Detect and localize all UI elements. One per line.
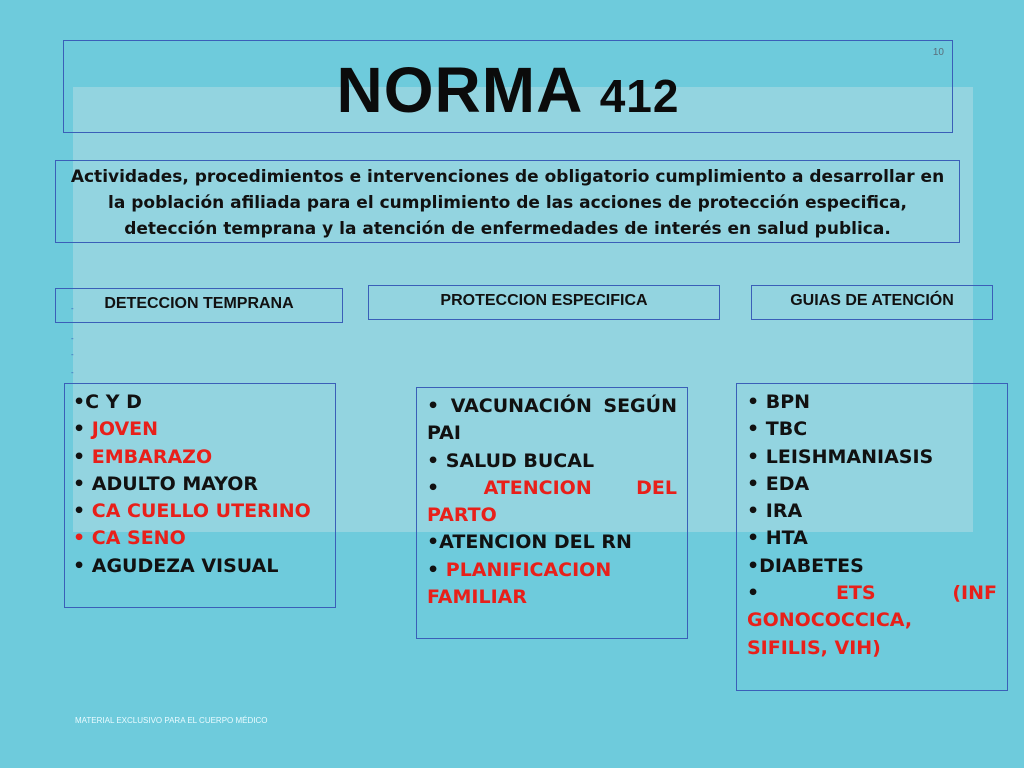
list-item: •ATENCION DEL RN xyxy=(427,531,632,554)
list-item: • EMBARAZO xyxy=(73,445,213,468)
decorative-tick: - xyxy=(71,334,74,343)
list-item: • JOVEN xyxy=(73,418,159,441)
footer-text: MATERIAL EXCLUSIVO PARA EL CUERPO MÉDICO xyxy=(75,716,268,725)
decorative-tick: - xyxy=(71,304,74,313)
title-number: 412 xyxy=(599,70,680,122)
list-item: •C Y D xyxy=(73,391,142,413)
list-item: • HTA xyxy=(747,527,808,550)
list-item: • CA CUELLO UTERINO xyxy=(73,500,311,523)
protection-list xyxy=(427,393,677,611)
header-deteccion-temprana: DETECCION TEMPRANA xyxy=(55,288,343,323)
list-item: • SALUD BUCAL xyxy=(427,449,595,472)
protection-list-box xyxy=(416,387,688,639)
header-proteccion-especifica: PROTECCION ESPECIFICA xyxy=(368,285,720,320)
list-item: • ADULTO MAYOR xyxy=(73,472,259,495)
list-item: • CA SENO xyxy=(73,527,186,550)
list-item: • TBC xyxy=(747,418,808,441)
decorative-tick: - xyxy=(71,350,74,359)
list-item: • AGUDEZA VISUAL xyxy=(73,554,279,577)
list-item: • IRA xyxy=(747,500,803,523)
list-item: •DIABETES xyxy=(747,554,864,577)
guides-list xyxy=(747,389,997,662)
list-item: • VACUNACIÓN SEGÚN PAI xyxy=(427,395,677,445)
detection-list xyxy=(73,389,335,580)
decorative-tick: - xyxy=(71,368,74,377)
description-text: Actividades, procedimientos e intervenciones de obligatorio cumplimiento a desarrollar en la población afiliada para el cumplimiento de las acciones de protección especifica, detección temprana y la atención de enfermedades de interés en salud publica. xyxy=(70,167,945,239)
title-box xyxy=(63,40,953,133)
slide-number: 10 xyxy=(932,47,944,58)
page-title: NORMA 412 xyxy=(336,54,680,126)
list-item: • EDA xyxy=(747,472,810,495)
detection-list-box xyxy=(64,383,336,608)
description-box xyxy=(55,160,960,243)
list-item: • PLANIFICACION FAMILIAR xyxy=(427,558,612,609)
list-item: • ATENCION DEL PARTO xyxy=(427,476,677,527)
list-item: • BPN xyxy=(747,391,811,413)
list-item: • LEISHMANIASIS xyxy=(747,445,934,468)
guides-list-box xyxy=(736,383,1008,691)
list-item: • ETS (INF GONOCOCCICA, SIFILIS, VIH) xyxy=(747,582,997,659)
header-guias-de-atencion: GUIAS DE ATENCIÓN xyxy=(751,285,993,320)
